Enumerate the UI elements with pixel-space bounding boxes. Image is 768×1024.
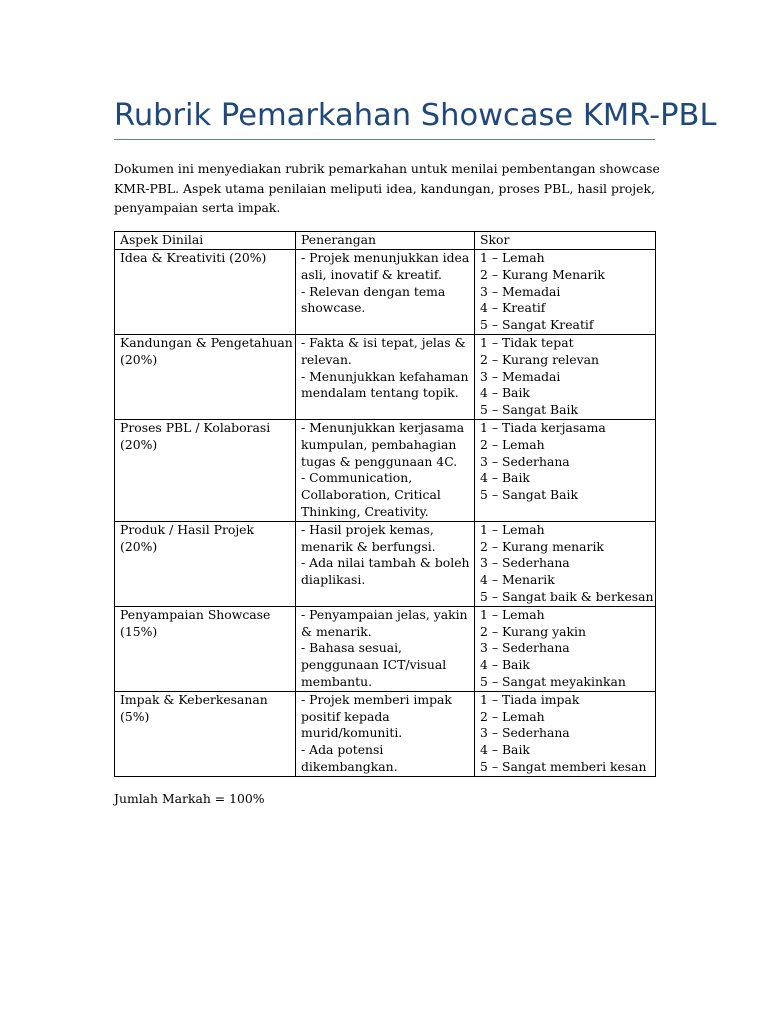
intro-paragraph (114, 159, 659, 218)
penerangan-line: - Relevan dengan tema (301, 283, 446, 299)
skor-line: 2 – Kurang menarik (480, 538, 604, 554)
aspek-line: (5%) (120, 708, 150, 724)
skor-cell (475, 250, 656, 335)
skor-line: 5 – Sangat baik & berkesan (480, 588, 654, 604)
skor-cell (475, 521, 656, 606)
penerangan-line: - Bahasa sesuai, (301, 640, 402, 656)
aspek-cell (115, 334, 296, 419)
skor-line: 4 – Baik (480, 657, 530, 673)
skor-line: 4 – Menarik (480, 572, 555, 588)
skor-line: 1 – Lemah (480, 606, 545, 622)
skor-line: 5 – Sangat memberi kesan (480, 758, 647, 774)
aspek-line: Impak & Keberkesanan (120, 691, 268, 707)
penerangan-line: - Penyampaian jelas, yakin (301, 606, 468, 622)
skor-line: 2 – Kurang Menarik (480, 266, 605, 282)
skor-line: 3 – Memadai (480, 283, 561, 299)
title-underline (114, 139, 655, 140)
skor-line: 5 – Sangat meyakinkan (480, 673, 626, 689)
intro-line: KMR-PBL. Aspek utama penilaian meliputi idea, kandungan, proses PBL, hasil projek, (114, 180, 655, 196)
aspek-line: Kandungan & Pengetahuan (120, 334, 293, 350)
penerangan-cell (296, 691, 475, 776)
skor-line: 3 – Sederhana (480, 640, 570, 656)
aspek-cell (115, 521, 296, 606)
penerangan-line: asli, inovatif & kreatif. (301, 266, 442, 282)
penerangan-line: menarik & berfungsi. (301, 538, 436, 554)
aspek-line: Penyampaian Showcase (120, 606, 271, 622)
skor-line: 4 – Baik (480, 385, 530, 401)
skor-line: 1 – Tiada kerjasama (480, 419, 606, 435)
table-row (115, 250, 656, 335)
penerangan-cell (296, 250, 475, 335)
skor-line: 4 – Kreatif (480, 300, 546, 316)
aspek-line: Idea & Kreativiti (20%) (120, 250, 267, 265)
skor-line: 2 – Lemah (480, 708, 545, 724)
penerangan-line: tugas & penggunaan 4C. (301, 453, 458, 469)
table-row (115, 691, 656, 776)
skor-line: 3 – Sederhana (480, 725, 570, 741)
penerangan-line: - Hasil projek kemas, (301, 521, 434, 537)
skor-line: 1 – Lemah (480, 521, 545, 537)
penerangan-line: Thinking, Creativity. (301, 503, 429, 519)
penerangan-line: - Projek memberi impak (301, 691, 452, 707)
intro-line: Dokumen ini menyediakan rubrik pemarkahan untuk menilai pembentangan showcase (114, 161, 660, 176)
skor-cell (475, 334, 656, 419)
skor-line: 1 – Lemah (480, 250, 545, 265)
penerangan-line: mendalam tentang topik. (301, 385, 459, 401)
penerangan-line: - Menunjukkan kefahaman (301, 368, 469, 384)
penerangan-line: - Ada potensi (301, 742, 384, 758)
skor-line: 1 – Tiada impak (480, 691, 580, 707)
penerangan-line: - Communication, (301, 470, 413, 486)
aspek-line: Proses PBL / Kolaborasi (120, 419, 271, 435)
penerangan-line: & menarik. (301, 623, 372, 639)
rubric-table-body (115, 250, 656, 777)
skor-line: 5 – Sangat Baik (480, 487, 579, 503)
penerangan-line: membantu. (301, 673, 373, 689)
aspek-line: (20%) (120, 436, 158, 452)
table-row (115, 334, 656, 419)
penerangan-line: dikembangkan. (301, 758, 398, 774)
skor-cell (475, 606, 656, 691)
penerangan-line: showcase. (301, 300, 366, 316)
penerangan-cell (296, 419, 475, 521)
penerangan-line: Collaboration, Critical (301, 487, 441, 503)
skor-line: 4 – Baik (480, 742, 530, 758)
skor-line: 4 – Baik (480, 470, 530, 486)
skor-cell (475, 419, 656, 521)
penerangan-cell (296, 606, 475, 691)
header-skor: Skor (475, 232, 656, 250)
skor-line: 3 – Memadai (480, 368, 561, 384)
aspek-line: (20%) (120, 538, 158, 554)
penerangan-cell (296, 334, 475, 419)
rubric-table (114, 231, 656, 777)
penerangan-line: - Ada nilai tambah & boleh (301, 555, 470, 571)
skor-line: 2 – Kurang yakin (480, 623, 586, 639)
penerangan-line: diaplikasi. (301, 572, 366, 588)
table-row (115, 606, 656, 691)
penerangan-line: kumpulan, pembahagian (301, 436, 457, 452)
skor-line: 1 – Tidak tepat (480, 334, 574, 350)
penerangan-line: murid/komuniti. (301, 725, 403, 741)
skor-line: 5 – Sangat Kreatif (480, 317, 594, 333)
skor-line: 3 – Sederhana (480, 453, 570, 469)
aspek-cell (115, 419, 296, 521)
table-header-row (115, 232, 656, 250)
penerangan-line: - Fakta & isi tepat, jelas & (301, 334, 466, 350)
total-marks: Jumlah Markah = 100% (114, 791, 265, 806)
table-row (115, 419, 656, 521)
table-row (115, 521, 656, 606)
skor-line: 3 – Sederhana (480, 555, 570, 571)
intro-line: penyampaian serta impak. (114, 200, 281, 215)
header-aspek: Aspek Dinilai (115, 232, 296, 250)
document-title: Rubrik Pemarkahan Showcase KMR-PBL (114, 98, 717, 133)
penerangan-cell (296, 521, 475, 606)
aspek-cell (115, 691, 296, 776)
penerangan-line: positif kepada (301, 708, 390, 724)
penerangan-line: - Projek menunjukkan idea (301, 250, 470, 265)
header-penerangan: Penerangan (296, 232, 475, 250)
penerangan-line: relevan. (301, 351, 352, 367)
penerangan-line: penggunaan ICT/visual (301, 657, 447, 673)
penerangan-line: - Menunjukkan kerjasama (301, 419, 465, 435)
aspek-line: Produk / Hasil Projek (120, 521, 255, 537)
skor-line: 5 – Sangat Baik (480, 402, 579, 418)
aspek-line: (20%) (120, 351, 158, 367)
skor-line: 2 – Kurang relevan (480, 351, 599, 367)
aspek-cell (115, 606, 296, 691)
aspek-line: (15%) (120, 623, 158, 639)
aspek-cell (115, 250, 296, 335)
skor-cell (475, 691, 656, 776)
skor-line: 2 – Lemah (480, 436, 545, 452)
